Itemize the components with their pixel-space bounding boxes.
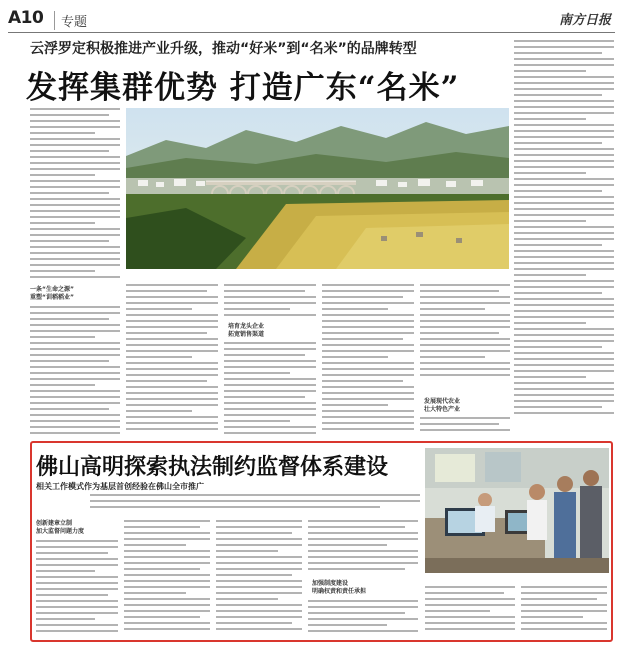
bottom-article-subhead-1: 创新建章立制 加大监督问题力度 — [36, 520, 85, 535]
bottom-article-subtitle: 相关工作模式作为基层首创经验在佛山全市推广 — [36, 482, 204, 491]
top-article-column-4 — [322, 284, 414, 436]
top-article-left-column — [30, 108, 120, 283]
top-article-column-5a — [420, 284, 510, 384]
bottom-article-column-4a — [308, 520, 418, 576]
bottom-article-subhead-2: 加强制度建设 明确权责和责任承担 — [312, 580, 367, 595]
top-article-kicker: 云浮罗定积极推进产业升级，推动“好米”到“名米”的品牌转型 — [30, 41, 417, 57]
top-article-column-3b — [224, 342, 316, 436]
bottom-article-column-1 — [36, 540, 118, 638]
bottom-article-title: 佛山高明探索执法制约监督体系建设 — [36, 454, 389, 480]
office-meeting-photo — [425, 448, 609, 573]
top-article-subhead-3: 发展现代农业 壮大特色产业 — [424, 398, 461, 413]
page-header — [8, 8, 615, 33]
bottom-article-column-6 — [521, 586, 607, 638]
top-article-column-3a — [224, 284, 316, 324]
top-article-column-2 — [126, 284, 218, 436]
top-article-title: 发挥集群优势 打造广东“名米” — [26, 70, 460, 106]
bottom-article-column-5 — [425, 586, 515, 638]
top-article-subhead-1: 一条“生命之源” 重塑“训稻稻业” — [30, 286, 74, 301]
bottom-article-column-4b — [308, 600, 418, 638]
bottom-article-column-3 — [216, 520, 302, 638]
bottom-article-lead — [90, 494, 420, 516]
page-number: A10 — [8, 8, 44, 28]
top-article-column-1 — [30, 306, 120, 436]
rice-field-landscape-photo — [126, 108, 509, 269]
newspaper-logo: 南方日报 — [558, 13, 611, 28]
top-article-column-5b — [420, 417, 510, 435]
top-article-subhead-2: 培育龙头企业 拓宽销售渠道 — [228, 323, 265, 338]
top-article-right-column — [514, 40, 614, 425]
bottom-article-column-2 — [124, 520, 210, 638]
section-label: 专题 — [54, 11, 87, 30]
